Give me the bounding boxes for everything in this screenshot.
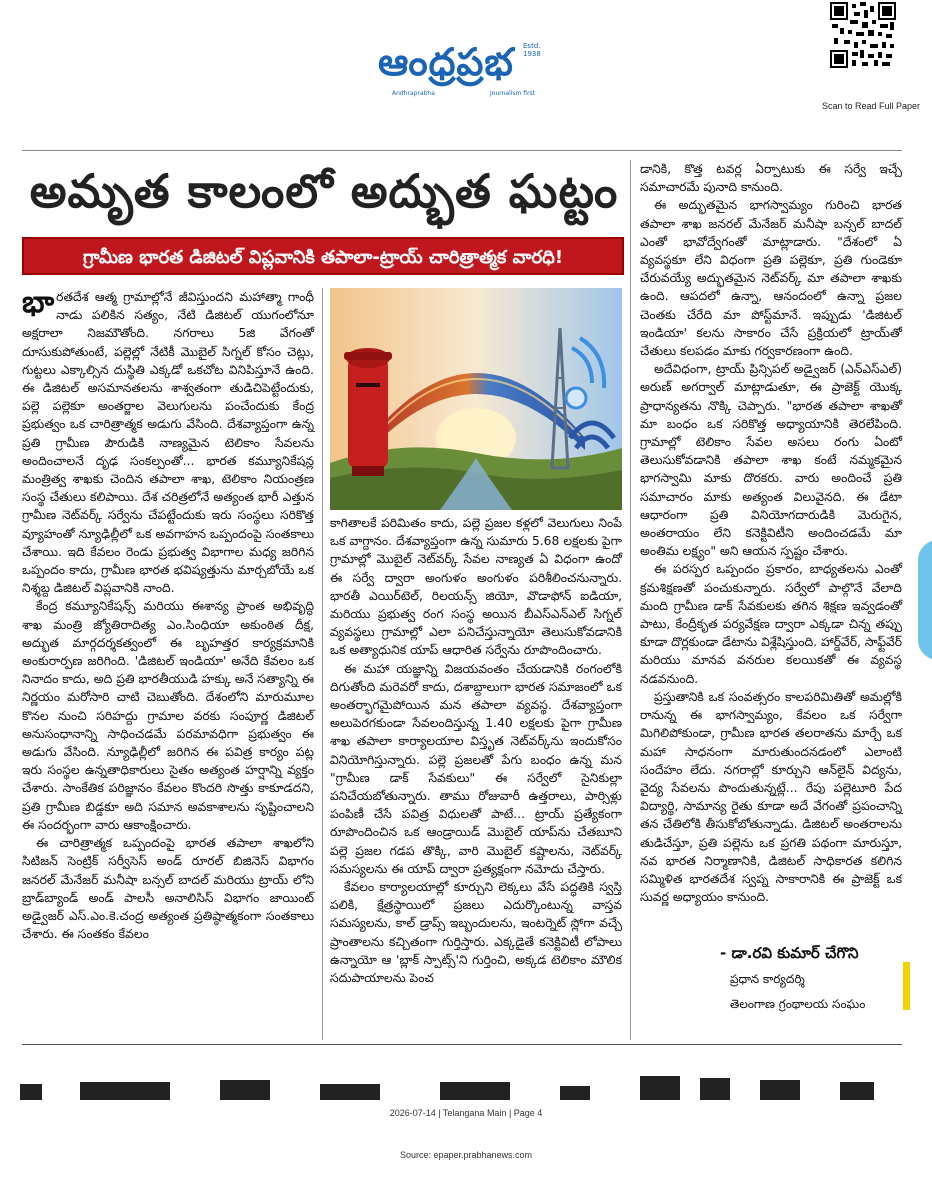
paragraph: ప్రస్తుతానికి ఒక సంవత్సరం కాలపరిమితితో అమల్లోకి రానున్న ఈ భాగస్వామ్యం, కేవలం ఒక సర్వేగా మిగిలిపోకుండా, గ్రామీణ భారత తలరాతను మార్చే ఒక మహా సాధనంగా మారుతుందనడంలో ఎలాంటి సందేహం లేదు. నగరాల్లో కూర్చుని ఆన్‌లైన్ విద్యను, వైద్య సేవలను పొందుతున్నట్లే... రేపు పల్లెటూరి పేద విద్యార్థి, సామాన్య రైతు కూడా అదే వేగంతో ప్రపంచాన్ని తన చేతిలోకి తీసుకోబోతున్నాడు. డిజిటల్ అంతరాలను తుడిచేస్తూ, ప్రతి పల్లెను ఒక ప్రగతి పథంగా మారుస్తూ, నవ భారత నిర్మాణానికి, డిజిటల్ సాధికారత కలిగిన సమ్మిళిత భారతదేశ స్వప్న సాకారానికి ఈ ప్రాజెక్ట్ ఒక సువర్ణ అధ్యాయం కానుంది. [640, 689, 902, 905]
bottom-divider [22, 1044, 902, 1045]
paragraph: డానికి, కొత్త టవర్ల ఏర్పాటుకు ఈ సర్వే ఇచ్చే సమాచారమే పునాది కానుంది. [640, 162, 902, 195]
paragraph: ఈ చారిత్రాత్మక ఒప్పందంపై భారత తపాలా శాఖలోని సిటిజన్ సెంట్రిక్ సర్వీసెస్ అండ్ రూరల్ బిజినెస్ విభాగం జనరల్ మేనేజర్ మనీషా బన్సల్ బాదల్ మరియు ట్రాయ్ లోని బ్రాడ్‌బ్యాండ్ అండ్ పాలసీ అనాలిసిస్ విభాగం జాయింట్ అడ్వైజర్ ఎస్.ఎం.కె.చంద్ర అత్యంత ప్రతిష్ఠాత్మకంగా సంతకాలు చేశారు. ఈ సంతకం కేవలం [22, 836, 314, 942]
logo-tag-right: Journalism first [490, 90, 536, 97]
paragraph: ఈ పరస్పర ఒప్పందం ప్రకారం, బాధ్యతలను ఎంతో క్రమశిక్షణతో పంచుకున్నారు. సర్వేలో పాల్గొనే వేలాది మంది గ్రామీణ డాక్ సేవకులకు తగిన శిక్షణ ఇవ్వడంతో పాటు, కేంద్రీకృత పర్యవేక్షణ ద్వారా ఎక్కడా చిన్న తప్పు కూడా దొర్లకుండా డేటాను విశ్లేషిస్తుంది. హార్డ్‌వేర్, సాఫ్ట్‌వేర్ మరియు మానవ వనరుల కలయికతో ఈ వ్యవస్థ నడవనుంది. [640, 562, 902, 686]
paragraph: అదేవిధంగా, ట్రాయ్ ప్రిన్సిపల్ అడ్వైజర్ (ఎన్ఎస్ఎల్) అరుణ్ అగర్వాల్ మాట్లాడుతూ, ఈ ప్రాజెక్ట్ యొక్క ప్రాధాన్యతను నొక్కి చెప్పారు. "భారత తపాలా శాఖతో మా బంధం ఒక సరికొత్త అధ్యాయానికి తెరలేపింది. గ్రామాల్లో టెలికాం సేవల అసలు రంగు ఏంటో తెలుసుకోవడానికి తపాలా శాఖ కంటే నమ్మకమైన భాగస్వామి మాకు దొరకరు. వారు అందించే ప్రతి సమాచారం మాకు అత్యంత విలువైనది. ఈ డేటా ఆధారంగా ప్రతి వినియోగదారుడికి మెరుగైన, అంతరాయం లేని కనెక్టివిటీని అందించడమే మా అంతిమ లక్ష్యం" అని ఆయన స్పష్టం చేశారు. [640, 362, 902, 559]
paragraph: కేవలం కార్యాలయాల్లో కూర్చుని లెక్కలు వేసే పద్ధతికి స్వస్తి పలికి, క్షేత్రస్థాయిలో ప్రజలు ఎదుర్కొంటున్న వాస్తవ సమస్యలను, కాల్ డ్రాప్స్ ఇబ్బందులను, ఇంటర్నెట్ స్లోగా వచ్చే ప్రాంతాలను కచ్చితంగా గుర్తిస్తారు. ఎక్కడైతే కనెక్టివిటీ లోపాలు ఉన్నాయో ఆ 'బ్లాక్ స్పాట్స్'ని గుర్తించి, అక్కడ టెలికాం మౌలిక సదుపాయాలను పెంచ [330, 880, 622, 986]
accent-bar [903, 962, 910, 1010]
masthead [0, 0, 932, 140]
paragraph: ఈ అద్భుతమైన భాగస్వామ్యం గురించి భారత తపాలా శాఖ జనరల్ మేనేజర్ మనీషా బన్సల్ బాదల్ ఎంతో భావోద్వేగంతో మాట్లాడారు. "దేశంలో ఏ వ్యవస్థకూ లేని విధంగా ప్రతి పల్లెకూ, ప్రతి గుండెకూ చేరువయ్యే అద్భుతమైన నెట్‌వర్క్ మా తపాలా శాఖకు ఉంది. ఆపదలో ఉన్నా, ఆనందంలో ఉన్నా ప్రజల చెంతకు చేరేది మా పోస్ట్‌మానే. ఇప్పుడు 'డిజిటల్ ఇండియా' కలను సాకారం చేసే ప్రక్రియలో ట్రాయ్‌తో చేతులు కలపడం మాకు గర్వకారణంగా ఉంది. [640, 198, 902, 359]
author-org: తెలంగాణ గ్రంథాలయ సంఘం [730, 997, 866, 1011]
article-column-1 [22, 285, 314, 943]
article-headline: అమృత కాలంలో అద్భుత ఘట్టం [29, 164, 619, 218]
logo-text: ఆంధ్రప్రభ [378, 40, 514, 84]
next-article-headline-fragment [0, 1070, 932, 1100]
postbox-tower-bridge-illustration [330, 288, 622, 510]
article-subhead: గ్రామీణ భారత డిజిటల్ విప్లవానికి తపాలా-ట్రాయ్ చారిత్రాత్మక వారధి! [22, 237, 624, 275]
newspaper-logo[interactable] [378, 40, 558, 95]
logo-est: Estd. 1938 [523, 42, 541, 58]
paragraph: ఈ మహా యజ్ఞాన్ని విజయవంతం చేయడానికి రంగంలోకి దిగుతోంది మరెవరో కాదు, దశాబ్దాలుగా భారత సమాజంలో ఒక అంతర్భాగమైపోయిన మన తపాలా వ్యవస్థ. దేశవ్యాప్తంగా అలుపెరగకుండా సేవలందిస్తున్న 1.40 లక్షలకు పైగా గ్రామీణ శాఖ తపాలా కార్యాలయాల విస్తృత నెట్‌వర్క్‌ను ఇందుకోసం వినియోగిస్తున్నారు. పల్లె ప్రజలతో పేగు బంధం ఉన్న మన "గ్రామీణ డాక్ సేవకులు" ఈ సర్వేలో సైనికుల్లా పనిచేయబోతున్నారు. తాము రోజువారీ ఉత్తరాలు, పార్సిళ్లు పంపిణీ చేసే పవిత్ర విధులతో పాటే... ట్రాయ్ ప్రత్యేకంగా రూపొందించిన ఒక ఆండ్రాయిడ్ మొబైల్ యాప్‌ను చేతబూని పల్లె ప్రజల గడప తొక్కి, వారి మొబైల్ కష్టాలను, నెట్‌వర్క్ సమస్యలను ఈ యాప్ ద్వారా ప్రత్యక్షంగా నమోదు చేస్తారు. [330, 661, 622, 876]
paragraph: కాగితాలకే పరిమితం కాదు, పల్లె ప్రజల కళ్లలో వెలుగులు నింపే ఒక వాగ్దానం. దేశవ్యాప్తంగా ఉన్న సుమారు 5.68 లక్షలకు పైగా గ్రామాల్లో మొబైల్ నెట్‌వర్క్ సేవల నాణ్యత ఏ విధంగా ఉందో ఈ సర్వే ద్వారా అంగుళం అంగుళం పరిశీలించనున్నారు. భారతీ ఎయిర్‌టెల్, రిలయన్స్ జియో, వొడాఫోన్ ఐడియా, మరియు ప్రభుత్వ రంగ సంస్థ అయిన బీఎస్ఎన్ఎల్ సిగ్నల్ వ్యవస్థలు గ్రామాల్లో ఎలా పనిచేస్తున్నాయో తెలుసుకోవడానికి ఒక అత్యాధునిక యాప్ ఆధారిత సర్వేను రూపొందించారు. [330, 516, 622, 658]
paragraph: కేంద్ర కమ్యూనికేషన్స్ మరియు ఈశాన్య ప్రాంత అభివృద్ధి శాఖ మంత్రి జ్యోతిరాదిత్య ఎం.సింధియా అకుంఠిత దీక్ష, అద్భుత మార్గదర్శకత్వంలో ఈ బృహత్తర కార్యక్రమానికి అంకురార్పణ జరిగింది. 'డిజిటల్ ఇండియా' అనేది కేవలం ఒక నినాదం కాదు, అది ప్రతి భారతీయుడి హక్కు అనే సత్యాన్ని ఈ నిర్ణయం మరోసారి చాటి చెబుతోంది. దేశంలోని మారుమూల కొనల నుంచి సరిహద్దు గ్రామాల వరకు సంపూర్ణ డిజిటల్ అనుసంధానాన్ని సాధించడమే పరమావధిగా ప్రభుత్వం ఈ అడుగు వేసింది. న్యూఢిల్లీలో జరిగిన ఈ పవిత్ర కార్యం పట్ల ఇరు సంస్థల ఉన్నతాధికారులు సైతం అత్యంత హర్షాన్ని వ్యక్తం చేశారు. సాంకేతిక పరిజ్ఞానం కేవలం కొందరి సొత్తు కాకూడదని, ప్రతి గ్రామీణ బిడ్డకూ అది సమాన అవకాశాలను సృష్టించాలని ఈ సందర్భంగా వారు ఆకాంక్షించారు. [22, 599, 314, 832]
page-edge-tab [918, 540, 932, 660]
qr-code-icon[interactable] [830, 2, 896, 68]
author-name: - డా.రవి కుమార్ చేగొని [720, 944, 859, 962]
top-divider [22, 150, 902, 151]
paragraph: రతదేశ ఆత్మ గ్రామాల్లోనే జీవిస్తుందని మహాత్మా గాంధీ నాడు పలికిన సత్యం, నేటి డిజిటల్ యుగంలోనూ అక్షరాలా నిజమౌతోంది. నగరాలు 5జి వేగంతో దూసుకుపోతుంటే, పల్లెల్లో నేటికీ మొబైల్ సిగ్నల్ కోసం చెట్లు, గుట్టలు ఎక్కాల్సిన దుస్థితి ఎక్కడో ఒకచోట వినిపిస్తూనే ఉంది. ఈ డిజిటల్ అసమానతలను శాశ్వతంగా తుడిచిపెట్టేందుకు, పల్లె పల్లెకూ అంతర్జాల వెలుగులను పంచేందుకు కేంద్ర ప్రభుత్వం ఒక చారిత్రాత్మక అడుగు వేసింది. దేశవ్యాప్తంగా ఉన్న ప్రతి గ్రామీణ పౌరుడికి నాణ్యమైన టెలికాం సేవలను అందించాలనే దృఢ సంకల్పంతో... భారత కమ్యూనికేషన్ల మంత్రిత్వ శాఖకు చెందిన తపాలా శాఖ, టెలికాం నియంత్రణ సంస్థ చేతులు కలిపాయి. దేశ చరిత్రలోనే అత్యంత భారీ ఎత్తున గ్రామీణ నెట్‌వర్క్ సర్వేను చేపట్టేందుకు ఇరు సంస్థలు సరికొత్త వ్యూహంతో న్యూఢిల్లీలో ఒక అవగాహన ఒప్పందంపై సంతకాలు చేశాయి. ఇది కేవలం రెండు ప్రభుత్వ విభాగాల మధ్య జరిగిన ఒప్పందం కాదు, గ్రామీణ భారత భవిష్యత్తును మార్చబోయే ఒక నిశ్శబ్ద డిజిటల్ విప్లవానికి నాంది. [22, 290, 314, 596]
article-column-3 [640, 160, 902, 906]
author-role: ప్రధాన కార్యదర్శి [730, 972, 805, 986]
logo-tag-left: Andhraprabha [392, 90, 435, 97]
scan-label: Scan to Read Full Paper [822, 101, 921, 111]
article-column-2 [330, 514, 622, 987]
drop-cap: భా [22, 285, 55, 320]
page-info: 2026-07-14 | Telangana Main | Page 4 [389, 1108, 543, 1118]
column-divider [322, 288, 323, 1040]
source-link[interactable]: Source: epaper.prabhanews.com [399, 1150, 533, 1160]
column-divider [630, 160, 631, 1040]
